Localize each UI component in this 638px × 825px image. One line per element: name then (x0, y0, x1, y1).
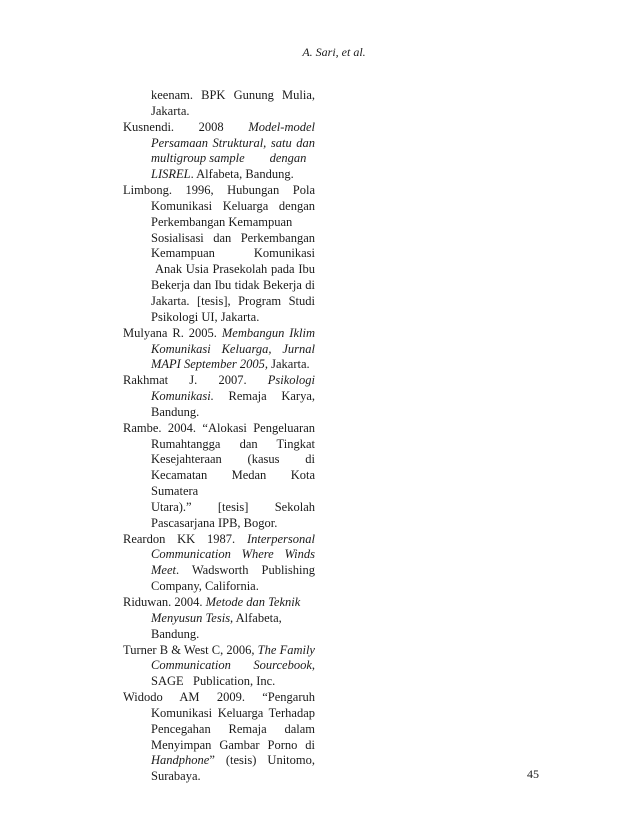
reference-line (123, 421, 315, 437)
text-segment: Kusnendi. 2008 (123, 119, 249, 134)
reference-line (123, 547, 315, 563)
text-segment: Rumahtangga dan Tingkat (151, 436, 315, 451)
text-segment: Surabaya. (151, 769, 201, 784)
text-segment: Pascasarjana IPB, Bogor. (151, 515, 278, 530)
italic-text: Communication Sourcebook (151, 658, 312, 673)
italic-text: multigroup sample dengan (151, 151, 307, 166)
text-segment: . Alfabeta, Bandung. (190, 167, 294, 182)
reference-line (123, 437, 315, 453)
italic-text: MAPI September 2005, (151, 357, 268, 372)
text-segment: keenam. BPK Gunung Mulia, (151, 88, 315, 102)
text-segment: Komunikasi Keluarga Terhadap (151, 705, 315, 720)
italic-text: Persamaan Struktural, satu dan (151, 135, 315, 150)
reference-line (123, 563, 315, 579)
reference-line (123, 389, 315, 405)
text-segment: Widodo AM 2009. “Pengaruh (123, 690, 315, 705)
reference-list (123, 88, 315, 785)
text-segment: Rambe. 2004. “Alokasi Pengeluaran (123, 420, 315, 435)
italic-text: The Family (257, 642, 315, 657)
reference-line (123, 674, 315, 690)
reference-entry (123, 532, 315, 595)
text-segment: Kemampuan Komunikasi (151, 246, 315, 261)
text-segment: Rakhmat J. 2007. (123, 373, 268, 388)
text-segment: Turner B & West C, 2006, (123, 642, 258, 657)
page-number: 45 (527, 767, 539, 781)
italic-text: Model-model (248, 119, 315, 134)
reference-line (123, 199, 315, 215)
text-segment: Bekerja dan Ibu tidak Bekerja di (151, 278, 315, 293)
reference-line (123, 468, 315, 500)
reference-line (123, 738, 315, 754)
reference-line (123, 373, 315, 389)
reference-line (123, 357, 315, 373)
italic-text: LISREL (151, 167, 191, 182)
italic-text: Membangun Iklim (221, 325, 315, 340)
reference-line (123, 120, 315, 136)
text-segment: Limbong. 1996, Hubungan Pola (123, 183, 315, 198)
reference-line (123, 532, 315, 548)
text-segment: Kecamatan Medan Kota Sumatera (151, 468, 315, 499)
text-segment: Reardon KK 1987. (123, 531, 247, 546)
text-segment: Alfabeta, (233, 610, 282, 625)
italic-text: Interpersonal (246, 531, 315, 546)
reference-line (123, 310, 315, 326)
text-segment: Menyimpan Gambar Porno di (151, 737, 315, 752)
reference-line (123, 658, 315, 674)
reference-line (123, 294, 315, 310)
reference-line (123, 167, 315, 183)
text-segment: SAGE Publication, Inc. (151, 674, 276, 689)
reference-line (123, 643, 315, 659)
text-segment: Kesejahteraan (kasus di (151, 452, 315, 467)
reference-line (123, 183, 315, 199)
reference-line (123, 136, 315, 152)
reference-line (123, 452, 315, 468)
reference-line (123, 326, 315, 342)
text-segment: Utara).” [tesis] Sekolah (151, 499, 315, 514)
text-segment: Jakarta. [tesis], Program Studi (151, 293, 315, 308)
italic-text: Psikologi (267, 373, 315, 388)
text-segment: Jakarta. (151, 103, 190, 118)
text-segment: Pencegahan Remaja dalam (151, 721, 315, 736)
italic-text: Menyusun Tesis, (151, 610, 234, 625)
reference-line (123, 579, 315, 595)
reference-entry (123, 690, 315, 785)
text-segment: Perkembangan Kemampuan (151, 214, 293, 229)
reference-line (123, 516, 315, 532)
text-segment: Anak Usia Prasekolah pada Ibu (155, 262, 315, 277)
reference-entry (123, 421, 315, 532)
reference-line (123, 706, 315, 722)
reference-entry (123, 595, 315, 643)
reference-entry (123, 643, 315, 691)
reference-line (123, 104, 315, 120)
reference-line (123, 262, 315, 278)
text-segment: Psikologi UI, Jakarta. (151, 309, 260, 324)
reference-line (123, 611, 315, 627)
reference-line (123, 246, 315, 262)
italic-text: Handphone (151, 753, 210, 768)
italic-text: Meet (151, 563, 176, 578)
text-segment: Mulyana R. 2005. (123, 325, 222, 340)
text-segment: Remaja Karya, (213, 389, 315, 404)
reference-entry (123, 120, 315, 183)
text-segment: . Wadsworth Publishing (175, 563, 315, 578)
italic-text: Komunikasi Keluarga, Jurnal (151, 341, 315, 356)
italic-text: Metode dan Teknik (205, 595, 301, 609)
italic-text: Communication Where Winds (151, 547, 315, 562)
reference-entry (123, 88, 315, 120)
reference-entry (123, 373, 315, 421)
text-segment: Jakarta. (267, 357, 310, 372)
reference-line (123, 500, 315, 516)
reference-line (123, 595, 315, 611)
running-header: A. Sari, et al. (302, 45, 366, 59)
italic-text: Komunikasi. (151, 389, 214, 404)
reference-line (123, 627, 315, 643)
text-segment: ” (tesis) Unitomo, (209, 753, 315, 768)
reference-line (123, 231, 315, 247)
reference-line (123, 690, 315, 706)
reference-line (123, 278, 315, 294)
text-segment: Company, California. (151, 579, 259, 594)
reference-line (123, 151, 315, 167)
reference-line (123, 722, 315, 738)
reference-entry (123, 326, 315, 374)
reference-line (123, 753, 315, 769)
text-segment: Komunikasi Keluarga dengan (151, 198, 315, 213)
text-segment: Bandung. (151, 404, 200, 419)
text-segment: , (311, 658, 315, 673)
text-segment: Bandung. (151, 626, 200, 641)
reference-line (123, 769, 315, 785)
reference-entry (123, 183, 315, 326)
reference-line (123, 88, 315, 104)
reference-line (123, 405, 315, 421)
reference-line (123, 215, 315, 231)
text-segment: Sosialisasi dan Perkembangan (151, 230, 315, 245)
text-segment: Riduwan. 2004. (123, 595, 206, 609)
reference-line (123, 342, 315, 358)
